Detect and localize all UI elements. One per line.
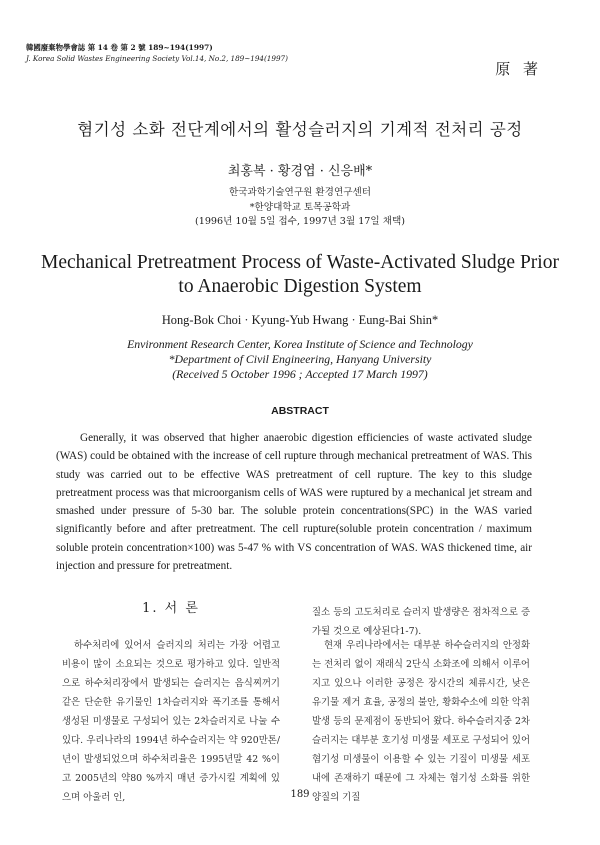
title-korean: 혐기성 소화 전단계에서의 활성슬러지의 기계적 전처리 공정 [77,120,523,139]
title-english-line: to Anaerobic Digestion System [178,276,422,297]
affiliation-line: *Department of Civil Engineering, Hanyang University [168,352,432,366]
page-number: 189 [290,789,310,800]
abstract-body: Generally, it was observed that higher anaerobic digestion efficiencies of waste activated sludge (WAS) could be obtained with the increase of cell rupture through mechanical pretreatment of WAS. This study was carried out to be effective WAS pretreatment of cell rupture. The key to this sludge pretreatment process was that microorganism cells of WAS were ruptured by a mechanical jet stream and smashed under pressure of 5-30 bar. The soluble protein concentrations(SPC) in the WAS varied significantly before and after pretreatment. The cell rupture(soluble protein concentration / maximum soluble protein concentration×100) was 5-47 % with VS concentration of WAS. WAS thickened time, air injection and pressure for pretreatment. [56,432,532,573]
journal-citation [26,42,288,64]
title-english-line: Mechanical Pretreatment Process of Waste-Activated Sludge Prior [41,252,559,273]
title-english [0,251,600,299]
intro-paragraph: 질소 등의 고도처리로 슬러지 발생량은 점차적으로 증가될 것으로 예상된다1-7). [312,607,530,637]
authors-korean: 최홍복 · 황경엽 · 신응배* [227,164,373,179]
journal-name-en: J. Korea Solid Wastes Engineering Society Vol.14, No.2, 189~194(1997) [26,54,288,63]
intro-paragraph: 하수처리에 있어서 슬러지의 처리는 가장 어렵고 비용이 많이 소요되는 것으로 평가하고 있다. 일반적으로 하수처리장에서 발생되는 슬러지는 음식찌꺼기 같은 단순한 유기물인 1차슬러지와 폭기조를 통해서 생성된 미생물로 구성되어 있는 2차슬러지로 나눌 수 있다. 우리나라의 1994년 하수슬러지는 약 920만톤/년이 발생되었으며 하수처리율은 1995년말 42 %이고 2005년의 약80 %까지 매년 증가시킬 계획에 있으며 아울러 인, [62,640,280,803]
affiliation-korean [0,186,600,230]
received-date-ko: (1996년 10월 5일 접수, 1997년 3월 17일 채택) [194,216,405,227]
affiliation-line: *한양대학교 토목공학과 [249,201,351,213]
article-type: 原 著 [495,60,542,78]
received-date-en: (Received 5 October 1996 ; Accepted 17 March 1997) [172,367,428,381]
authors-english: Hong-Bok Choi · Kyung-Yub Hwang · Eung-Bai Shin* [161,313,439,327]
journal-name-ko: 韓國廢棄物學會誌 第 14 卷 第 2 號 189~194(1997) [26,43,213,52]
section-heading-introduction: 1. 서 론 [142,601,200,616]
affiliation-line: Environment Research Center, Korea Institute of Science and Technology [127,337,473,351]
affiliation-english [0,337,600,382]
abstract-heading: ABSTRACT [271,405,329,417]
intro-paragraph: 현재 우리나라에서는 대부분 하수슬러지의 안정화는 전처리 없이 재래식 2단식 소화조에 의해서 이루어지고 있으나 이러한 공정은 장시간의 체류시간, 낮은 유기물 제거 효율, 공정의 불안, 황화수소에 의한 악취발생 등의 문제점이 동반되어 왔다. 하수슬러지중 2차슬러지는 대부분 호기성 미생물 세포로 구성되어 있어 혐기성 미생물이 이용할 수 있는 기질이 미생물 세포내에 존재하기 때문에 그 자체는 혐기성 소화를 위한 양질의 기질 [312,640,530,803]
affiliation-line: 한국과학기술연구원 환경연구센터 [228,187,372,198]
